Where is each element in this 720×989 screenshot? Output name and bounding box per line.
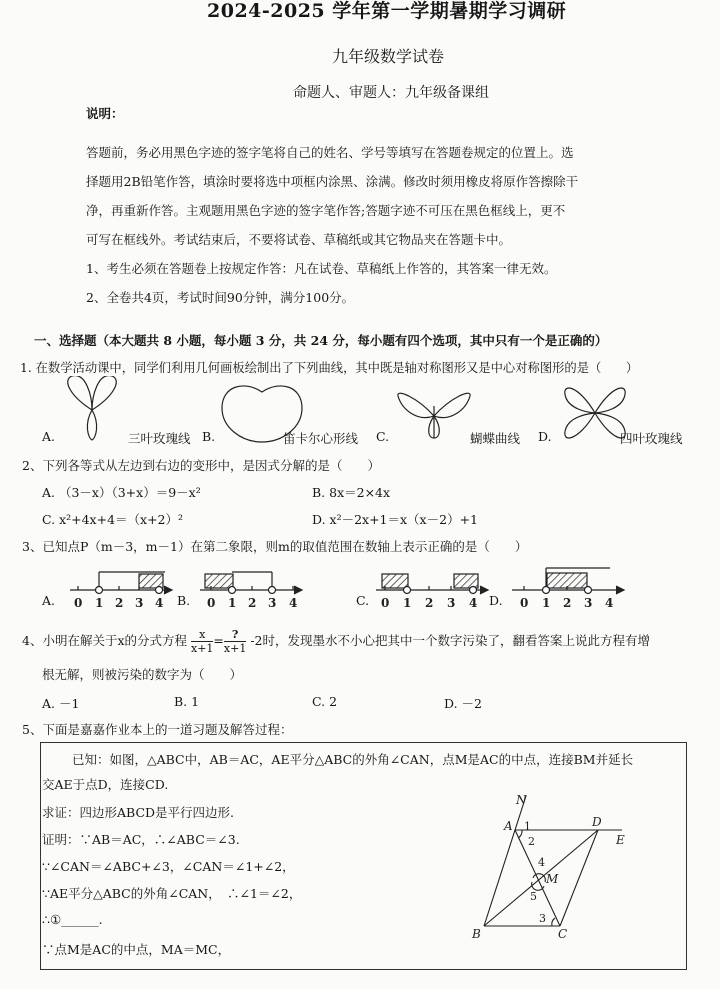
notes-body (86, 138, 646, 312)
q2-option-a: A. （3－x）（3+x）＝9－x² (42, 485, 201, 500)
figure-label: N (516, 793, 527, 807)
q2-option-c: C. x²+4x+4＝（x+2）² (42, 512, 184, 527)
q4-stem-b: -2时，发现墨水不小心把其中一个数字污染了，翻看答案上说此方程有增 (250, 633, 650, 648)
number-line-c (376, 574, 488, 594)
tick-label: 4 (155, 596, 164, 610)
q5-line: ∴①______. (42, 912, 103, 927)
q5-line: 求证：四边形ABCD是平行四边形. (42, 805, 235, 820)
notes-line: 择题用2B铅笔作答，填涂时要将选中项框内涂黑、涂满。修改时须用橡皮将原作答擦除干 (86, 174, 579, 189)
q4-stem-line1: 4、小明在解关于x的分式方程 $\frac{x}{x+1}$ = $\frac{?}{x+1}$ -2时，发现墨水不小心把其中一个数字污染了，翻看答案上说此方程有增 (22, 628, 650, 655)
tick-label: 4 (289, 596, 298, 610)
q3-option-a-letter: A. (42, 593, 56, 608)
tick-label: 0 (74, 596, 83, 610)
q5-line: 已知：如图，△ABC中，AB＝AC，AE平分△ABC的外角∠CAN，点M是AC的中点，连接BM并延长 (72, 752, 634, 767)
butterfly-curve (398, 393, 470, 438)
tick-label: 3 (135, 596, 144, 610)
notes-line: 1、考生必须在答题卷上按规定作答：凡在试卷、草稿纸上作答的，其答案一律无效。 (86, 261, 557, 276)
four-leaf-rose-curve (565, 388, 625, 438)
q5-line: ∵点M是AC的中点，MA＝MC， (42, 942, 231, 957)
figure-label: M (546, 872, 559, 886)
q1-option-a-name: 三叶玫瑰线 (128, 431, 191, 446)
exam-authors: 命题人、审题人：九年级备课组 (293, 85, 489, 101)
tick-label: 0 (520, 596, 529, 610)
number-line-a (70, 572, 172, 594)
fraction-numerator: ? (224, 628, 246, 642)
tick-label: 1 (95, 596, 104, 610)
exam-subtitle: 九年级数学试卷 (332, 47, 445, 66)
q3-stem: 3、已知点P（m－3，m－1）在第二象限，则m的取值范围在数轴上表示正确的是（ ） (22, 539, 528, 554)
number-line-b (200, 572, 302, 594)
q5-geometry-figure (460, 790, 640, 950)
q5-line: 交AE于点D，连接CD. (42, 777, 169, 792)
q2-stem: 2、下列各等式从左边到右边的变形中，是因式分解的是（ ） (22, 458, 380, 473)
figure-label: C (558, 927, 568, 941)
q1-option-a-letter: A. (42, 429, 56, 444)
tick-label: 0 (207, 596, 216, 610)
tick-label: 2 (425, 596, 434, 610)
q5-line: ∵∠CAN＝∠ABC+∠3，∠CAN＝∠1+∠2， (42, 859, 295, 874)
q3-option-c-letter: C. (356, 593, 370, 608)
q4-option-c: C. 2 (312, 694, 338, 709)
fraction-numerator: x (191, 628, 213, 642)
q1-stem: 1. 在数学活动课中，同学们利用几何画板绘制出了下列曲线，其中既是轴对称图形又是中心对称图形的是（ ） (20, 361, 639, 375)
tick-label: 1 (542, 596, 551, 610)
section1-heading: 一、选择题（本大题共 8 小题，每小题 3 分，共 24 分，每小题有四个选项，其中只有一个是正确的） (34, 333, 608, 348)
three-leaf-rose-curve (68, 376, 117, 440)
notes-line: 答题前，务必用黑色字迹的签字笔将自己的姓名、学号等填写在答题卷规定的位置上。选 (86, 145, 574, 160)
q4-option-d: D. －2 (444, 696, 482, 711)
figure-label: 5 (530, 890, 537, 903)
figure-label: 1 (524, 820, 531, 833)
q1-option-c-name: 蝴蝶曲线 (470, 431, 521, 446)
notes-line: 净，再重新作答。主观题用黑色字迹的签字笔作答;答题字迹不可压在黑色框线上，更不 (86, 203, 566, 218)
tick-label: 2 (248, 596, 257, 610)
tick-label: 0 (381, 596, 390, 610)
q5-stem: 5、下面是嘉嘉作业本上的一道习题及解答过程： (22, 722, 293, 737)
figure-label: A (504, 819, 513, 833)
q4-fraction-1 (191, 628, 213, 655)
notes-line: 2、全卷共4页，考试时间90分钟，满分100分。 (86, 290, 355, 305)
fraction-denominator: x+1 (191, 642, 214, 655)
figure-label: 3 (539, 912, 546, 925)
number-line-d (512, 568, 624, 594)
q2-option-d: D. x²－2x+1＝x（x－2）+1 (312, 512, 478, 527)
tick-label: 2 (115, 596, 124, 610)
q4-fraction-2 (224, 628, 246, 655)
figure-label: 2 (528, 835, 535, 848)
q1-option-b-letter: B. (202, 429, 216, 444)
q1-option-d-name: 四叶玫瑰线 (620, 431, 683, 446)
tick-label: 2 (563, 596, 572, 610)
q3-option-b-letter: B. (177, 593, 191, 608)
tick-label: 3 (584, 596, 593, 610)
tick-label: 4 (605, 596, 614, 610)
q4-option-b: B. 1 (174, 694, 200, 709)
tick-label: 3 (447, 596, 456, 610)
tick-label: 4 (469, 596, 478, 610)
tick-label: 3 (268, 596, 277, 610)
fraction-denominator: x+1 (223, 642, 247, 655)
q5-line: 证明：∵AB＝AC，∴∠ABC＝∠3. (42, 832, 240, 847)
tick-label: 1 (403, 596, 412, 610)
q2-option-b: B. 8x＝2×4x (312, 485, 391, 500)
figure-label: D (592, 815, 602, 829)
notes-heading: 说明： (86, 106, 124, 121)
q1-option-d-letter: D. (538, 429, 552, 444)
q5-line: ∵AE平分△ABC的外角∠CAN， ∴∠1＝∠2， (42, 886, 302, 901)
figure-label: B (472, 927, 481, 941)
q4-stem-a: 4、小明在解关于x的分式方程 (22, 633, 188, 648)
tick-label: 1 (228, 596, 237, 610)
q4-stem-c: 根无解，则被污染的数字为（ ） (42, 667, 243, 682)
notes-line: 可写在框线外。考试结束后，不要将试卷、草稿纸或其它物品夹在答题卡中。 (86, 232, 512, 247)
figure-label: 4 (538, 856, 545, 869)
q1-option-c-letter: C. (376, 429, 390, 444)
q3-option-d-letter: D. (489, 593, 503, 608)
q1-option-b-name: 笛卡尔心形线 (283, 431, 359, 446)
figure-label: E (616, 833, 625, 847)
exam-title: 2024-2025 学年第一学期暑期学习调研 (207, 0, 567, 22)
q4-option-a: A. －1 (42, 696, 80, 711)
q1-curves-figure (0, 376, 720, 452)
